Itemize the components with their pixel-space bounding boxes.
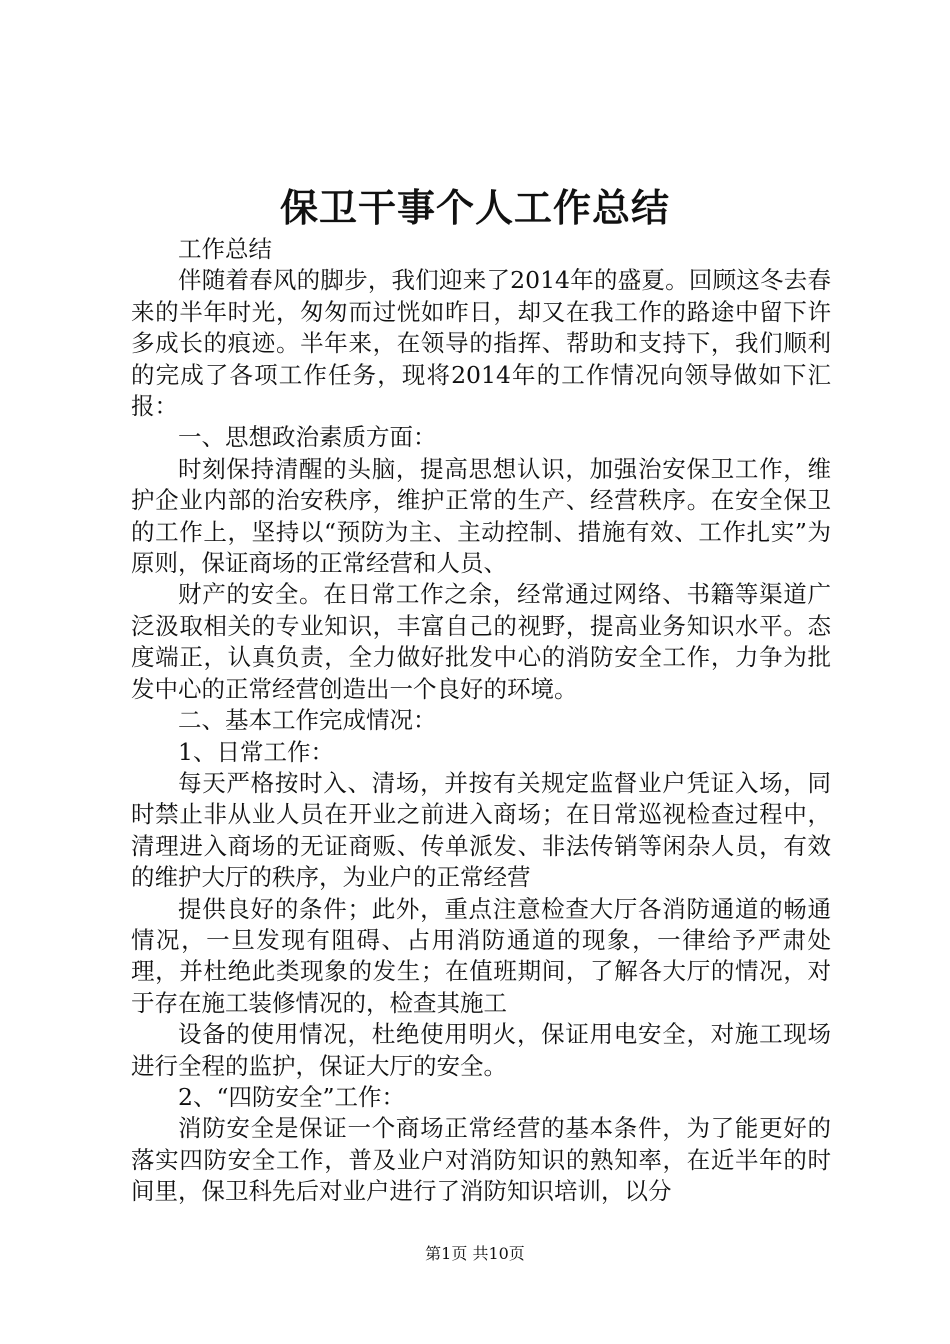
paragraph-daily-2: 提供良好的条件；此外，重点注意检查大厅各消防通道的畅通情况，一旦发现有阻碍、占用消防通道的现象，一律给予严肃处理，并杜绝此类现象的发生；在值班期间，了解各大厅的情况，对于存在施工装修情况的，检查其施工 [131, 894, 831, 1017]
page-footer: 第1页 共10页 [425, 1244, 525, 1263]
subsection-heading-four-prevention: 2、“四防安全”工作： [178, 1082, 405, 1111]
subsection-heading-daily-work: 1、日常工作： [178, 737, 334, 766]
paragraph-fire-safety: 消防安全是保证一个商场正常经营的基本条件，为了能更好的落实四防安全工作，普及业户对消防知识的熟知率，在近半年的时间里，保卫科先后对业户进行了消防知识培训，以分 [131, 1114, 831, 1206]
paragraph-daily-3: 设备的使用情况，杜绝使用明火，保证用电安全，对施工现场进行全程的监护，保证大厅的安全。 [131, 1020, 831, 1080]
paragraph-heading-summary: 工作总结 [178, 235, 272, 263]
paragraph-intro: 伴随着春风的脚步，我们迎来了2014年的盛夏。回顾这冬去春来的半年时光，匆匆而过恍如昨日，却又在我工作的路途中留下许多成长的痕迹。半年来，在领导的指挥、帮助和支持下，我们顺利的完成了各项工作任务，现将2014年的工作情况向领导做如下汇报： [131, 266, 831, 421]
section-heading-political: 一、思想政治素质方面： [178, 423, 437, 452]
paragraph-political-2: 财产的安全。在日常工作之余，经常通过网络、书籍等渠道广泛汲取相关的专业知识，丰富自己的视野，提高业务知识水平。态度端正，认真负责，全力做好批发中心的消防安全工作，力争为批发中心的正常经营创造出一个良好的环境。 [131, 580, 831, 703]
paragraph-daily-1: 每天严格按时入、清场，并按有关规定监督业户凭证入场，同时禁止非从业人员在开业之前进入商场；在日常巡视检查过程中，清理进入商场的无证商贩、传单派发、非法传销等闲杂人员，有效的维护大厅的秩序，为业户的正常经营 [131, 768, 831, 892]
document-body [131, 234, 831, 1208]
document-title: 保卫干事个人工作总结 [279, 185, 670, 230]
section-heading-basic-work: 二、基本工作完成情况： [178, 706, 437, 735]
paragraph-political-1: 时刻保持清醒的头脑，提高思想认识，加强治安保卫工作，维护企业内部的治安秩序，维护正常的生产、经营秩序。在安全保卫的工作上，坚持以“预防为主、主动控制、措施有效、工作扎实”为原则，保证商场的正常经营和人员、 [131, 454, 831, 578]
